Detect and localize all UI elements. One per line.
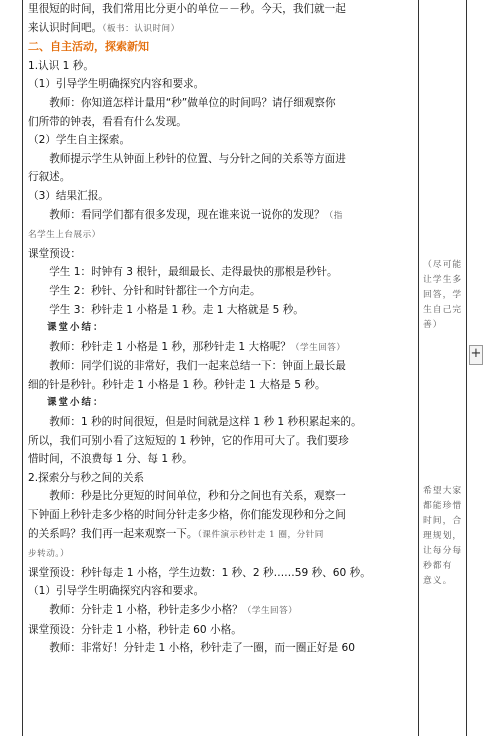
line-text: 惜时间，不浪费每 1 分、每 1 秒。 bbox=[28, 453, 193, 466]
inline-note: （指 bbox=[324, 210, 343, 221]
text-line bbox=[28, 376, 414, 395]
text-line bbox=[28, 487, 414, 506]
text-line bbox=[28, 413, 414, 432]
remark-line: 生自己完 bbox=[423, 305, 463, 315]
line-text: 教师：同学们说的非常好，我们一起来总结一下：钟面上最长最 bbox=[49, 360, 346, 373]
line-text: 课堂预设： bbox=[28, 247, 81, 260]
text-line bbox=[28, 639, 414, 658]
text-line bbox=[28, 168, 414, 187]
text-line bbox=[28, 282, 414, 301]
line-text: 学生 3：秒针走 1 小格是 1 秒。走 1 大格就是 5 秒。 bbox=[49, 303, 304, 316]
remark-line: （尽可能 bbox=[423, 260, 463, 270]
text-line bbox=[28, 75, 414, 94]
inline-note: （板书：认识时间） bbox=[102, 23, 180, 34]
summary-title bbox=[28, 394, 414, 413]
line-text: 教师：非常好！分针走 1 小格，秒针走了一圈，而一圈正好是 60 bbox=[49, 642, 355, 655]
remark-line: 时间，合 bbox=[423, 516, 463, 526]
line-text: （1）引导学生明确探究内容和要求。 bbox=[28, 585, 205, 598]
text-line bbox=[28, 245, 414, 264]
text-line bbox=[28, 225, 414, 245]
line-text: 2.探索分与秒之间的关系 bbox=[28, 471, 145, 484]
text-line bbox=[28, 206, 414, 226]
line-text: 下钟面上秒针走多少格的时间分针走多少格，你们能发现秒和分之间 bbox=[28, 509, 346, 522]
text-line bbox=[28, 57, 414, 76]
remark-line: 让学生多 bbox=[423, 275, 463, 285]
remark-line: 善） bbox=[423, 320, 443, 330]
line-text: 教师：你知道怎样计量用“秒”做单位的时间吗？请仔细观察你 bbox=[49, 96, 336, 109]
remark-line: 回答，学 bbox=[423, 290, 463, 300]
line-text: 学生 1：时钟有 3 根针，最细最长、走得最快的那根是秒针。 bbox=[49, 266, 338, 279]
text-line bbox=[28, 544, 414, 564]
line-text: 二、自主活动，探索新知 bbox=[28, 40, 149, 54]
line-text: （2）学生自主探索。 bbox=[28, 134, 131, 147]
line-text: 教师：1 秒的时间很短，但是时间就是这样 1 秒 1 秒积累起来的。 bbox=[49, 416, 362, 429]
text-line bbox=[28, 338, 414, 358]
line-text: 里很短的时间，我们常用比分更小的单位－－秒。今天，我们就一起 bbox=[28, 3, 346, 15]
line-text: 教师：秒针走 1 小格是 1 秒，那秒针走 1 大格呢？ bbox=[49, 340, 291, 353]
line-text: 教师：看同学们都有很多发现，现在谁来说一说你的发现？ bbox=[49, 208, 325, 221]
text-line bbox=[28, 131, 414, 150]
text-line bbox=[28, 0, 414, 19]
remark-line: 都能珍惜 bbox=[423, 501, 463, 511]
text-line bbox=[28, 564, 414, 583]
lesson-table bbox=[22, 0, 467, 736]
text-line bbox=[28, 450, 414, 469]
expand-plus-button[interactable]: + bbox=[469, 345, 483, 365]
line-text: 所以，我们可别小看了这短短的 1 秒钟，它的作用可大了。我们要珍 bbox=[28, 434, 349, 447]
text-line bbox=[28, 19, 414, 39]
inline-note: （课件演示秒针走 1 圈，分针同 bbox=[197, 529, 324, 540]
remark-line: 理规划， bbox=[423, 531, 463, 541]
inline-note: （学生回答） bbox=[242, 606, 298, 616]
text-line bbox=[28, 621, 414, 640]
remark-cherish-time bbox=[423, 484, 467, 589]
inline-note: 名学生上台展示） bbox=[28, 230, 101, 241]
inline-note: 步转动。） bbox=[28, 549, 70, 560]
line-text: 课堂预设：秒针每走 1 小格，学生边数：1 秒、2 秒……59 秒、60 秒。 bbox=[28, 566, 371, 579]
line-text: （1）引导学生明确探究内容和要求。 bbox=[28, 78, 205, 91]
text-line bbox=[28, 525, 414, 545]
remark-line: 希望大家 bbox=[423, 486, 463, 496]
line-text: 课堂小结： bbox=[47, 322, 105, 334]
line-text: 的关系吗？我们再一起来观察一下。 bbox=[28, 527, 198, 540]
line-text: 教师：秒是比分更短的时间单位，秒和分之间也有关系，观察一 bbox=[49, 490, 346, 503]
remark-encourage-answers bbox=[423, 258, 467, 333]
inline-note: （学生回答） bbox=[290, 342, 346, 353]
remark-line: 让每分每 bbox=[423, 546, 463, 556]
line-text: 来认识时间吧。 bbox=[28, 21, 103, 34]
line-text: 教师提示学生从钟面上秒针的位置、与分针之间的关系等方面进 bbox=[49, 152, 346, 165]
line-text: 课堂小结： bbox=[47, 397, 105, 409]
summary-title bbox=[28, 319, 414, 338]
line-text: 细的针是秒针。秒针走 1 小格是 1 秒。秒针走 1 大格是 5 秒。 bbox=[28, 378, 326, 391]
column-divider bbox=[418, 0, 419, 736]
text-line bbox=[28, 150, 414, 169]
text-line bbox=[28, 506, 414, 525]
remark-line: 秒都有 bbox=[423, 561, 453, 571]
section-heading bbox=[28, 38, 414, 57]
line-text: 教师：分针走 1 小格，秒针走多少小格？ bbox=[49, 604, 243, 616]
remark-line: 意义。 bbox=[423, 576, 453, 586]
text-line bbox=[28, 187, 414, 206]
text-line bbox=[28, 113, 414, 132]
text-line bbox=[28, 357, 414, 376]
line-text: 课堂预设：分针走 1 小格，秒针走 60 小格。 bbox=[28, 623, 242, 636]
text-line bbox=[28, 94, 414, 113]
lesson-content-column bbox=[28, 0, 414, 658]
line-text: 1.认识 1 秒。 bbox=[28, 59, 94, 72]
line-text: 学生 2：秒针、分针和时针都往一个方向走。 bbox=[49, 284, 261, 297]
line-text: （3）结果汇报。 bbox=[28, 189, 109, 202]
line-text: 行叙述。 bbox=[28, 171, 71, 184]
text-line bbox=[28, 432, 414, 451]
text-line bbox=[28, 263, 414, 282]
text-line bbox=[28, 301, 414, 320]
text-line bbox=[28, 469, 414, 488]
text-line bbox=[28, 601, 414, 621]
line-text: 们所带的钟表，看看有什么发现。 bbox=[28, 115, 187, 128]
text-line bbox=[28, 582, 414, 601]
